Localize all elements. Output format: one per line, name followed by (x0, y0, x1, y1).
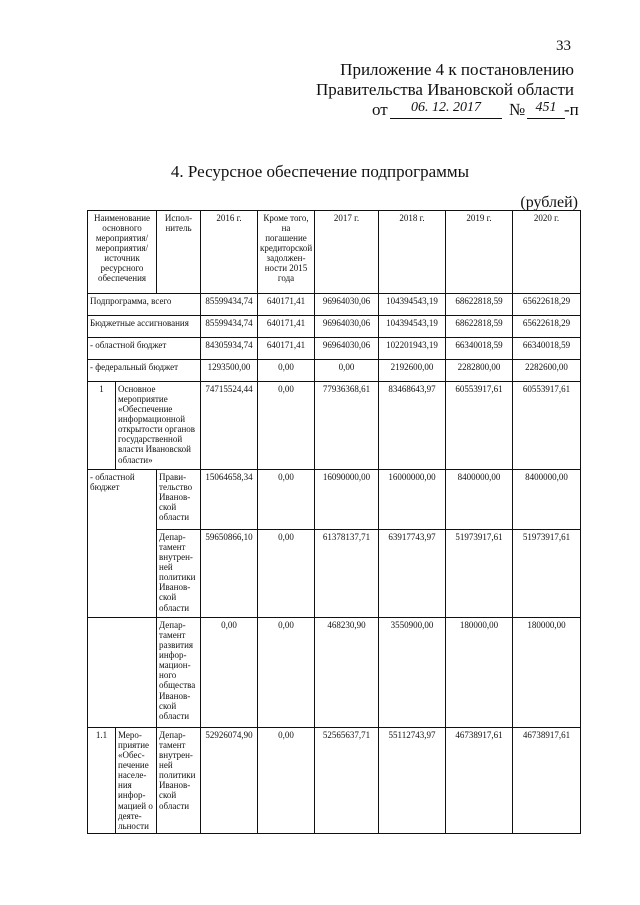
page-number: 33 (556, 38, 571, 54)
cell-2019: 2282800,00 (446, 360, 513, 382)
header-2020: 2020 г. (513, 211, 581, 294)
cell-2019: 46738917,61 (446, 728, 513, 834)
cell-2018: 3550900,00 (379, 618, 446, 728)
cell-2020: 8400000,00 (513, 470, 581, 530)
header-2019: 2019 г. (446, 211, 513, 294)
cell-2018: 102201943,19 (379, 338, 446, 360)
cell-2019: 60553917,61 (446, 382, 513, 470)
cell-2019: 51973917,61 (446, 530, 513, 618)
units-label: (рублей) (520, 194, 578, 211)
header-name: Наименование основного мероприятия/ мероприятия/ источник ресурсного обеспечения (88, 211, 157, 294)
cell-2019: 66340018,59 (446, 338, 513, 360)
cell-2019: 180000,00 (446, 618, 513, 728)
appendix-line-2: Правительства Ивановской области (316, 80, 574, 99)
cell-debt: 0,00 (258, 530, 315, 618)
cell-2020: 65622618,29 (513, 294, 581, 316)
header-2016: 2016 г. (201, 211, 258, 294)
cell-2018: 63917743,97 (379, 530, 446, 618)
executor-cell: Прави-тельство Иванов-ской области (157, 470, 201, 530)
cell-debt: 0,00 (258, 360, 315, 382)
table-row (88, 530, 581, 618)
cell-2017: 96964030,06 (315, 294, 379, 316)
cell-2020: 60553917,61 (513, 382, 581, 470)
cell-2018: 83468643,97 (379, 382, 446, 470)
cell-2016: 1293500,00 (201, 360, 258, 382)
table-row (88, 618, 581, 728)
appendix-date-number (372, 100, 577, 122)
row-label: Подпрограмма, всего (88, 294, 201, 316)
cell-2018: 2192600,00 (379, 360, 446, 382)
resource-table (87, 210, 581, 834)
cell-2017: 16090000,00 (315, 470, 379, 530)
header-executor: Испол-нитель (157, 211, 201, 294)
cell-2017: 52565637,71 (315, 728, 379, 834)
table-row-main-event (88, 382, 581, 470)
table-row (88, 316, 581, 338)
cell-2017: 0,00 (315, 360, 379, 382)
cell-2020: 46738917,61 (513, 728, 581, 834)
executor-cell: Депар-тамент внутрен-ней политики Иванов-ской области (157, 530, 201, 618)
row-label: Бюджетные ассигнования (88, 316, 201, 338)
cell-debt: 0,00 (258, 470, 315, 530)
cell-2020: 51973917,61 (513, 530, 581, 618)
from-label: от (372, 100, 388, 119)
event-name: Меро-приятие «Обес-печение населе-ния инфор-мацией о деяте-льности (116, 728, 157, 834)
cell-2017: 77936368,61 (315, 382, 379, 470)
cell-2016: 52926074,90 (201, 728, 258, 834)
cell-2016: 15064658,34 (201, 470, 258, 530)
cell-debt: 0,00 (258, 728, 315, 834)
cell-debt: 0,00 (258, 382, 315, 470)
cell-2020: 65622618,29 (513, 316, 581, 338)
cell-2019: 68622818,59 (446, 316, 513, 338)
table-row (88, 470, 581, 530)
cell-debt: 0,00 (258, 618, 315, 728)
header-2017: 2017 г. (315, 211, 379, 294)
number-label: № (509, 100, 526, 119)
regional-budget-label: - областной бюджет (88, 470, 157, 618)
cell-2017: 468230,90 (315, 618, 379, 728)
cell-2016: 85599434,74 (201, 316, 258, 338)
executor-cell: Депар-тамент внутрен-ней политики Иванов-ской области (157, 728, 201, 834)
table-row-event-1-1 (88, 728, 581, 834)
cell-2016: 84305934,74 (201, 338, 258, 360)
cell-2020: 2282600,00 (513, 360, 581, 382)
cell-debt: 640171,41 (258, 294, 315, 316)
cell-2018: 55112743,97 (379, 728, 446, 834)
cell-2016: 74715524,44 (201, 382, 258, 470)
event-name: Основное мероприятие «Обеспечение информационной открытости органов государственной власти Ивановской области» (116, 382, 201, 470)
cell-2019: 8400000,00 (446, 470, 513, 530)
cell-2019: 68622818,59 (446, 294, 513, 316)
cell-2017: 96964030,06 (315, 316, 379, 338)
decree-date: 06. 12. 2017 (390, 100, 502, 119)
header-2018: 2018 г. (379, 211, 446, 294)
row-label: - федеральный бюджет (88, 360, 201, 382)
table-row (88, 294, 581, 316)
cell-2020: 66340018,59 (513, 338, 581, 360)
cell-2017: 96964030,06 (315, 338, 379, 360)
cell-2016: 85599434,74 (201, 294, 258, 316)
table-header-row (88, 211, 581, 294)
cell-2018: 16000000,00 (379, 470, 446, 530)
decree-number: 451 (527, 100, 565, 119)
cell-2016: 59650866,10 (201, 530, 258, 618)
cell-2017: 61378137,71 (315, 530, 379, 618)
cell-debt: 640171,41 (258, 316, 315, 338)
row-label: - областной бюджет (88, 338, 201, 360)
table-row (88, 360, 581, 382)
appendix-line-1: Приложение 4 к постановлению (340, 60, 574, 79)
event-number: 1 (88, 382, 116, 470)
cell-2018: 104394543,19 (379, 294, 446, 316)
cell-2018: 104394543,19 (379, 316, 446, 338)
section-title: 4. Ресурсное обеспечение подпрограммы (170, 162, 470, 181)
cell-2020: 180000,00 (513, 618, 581, 728)
cell-2016: 0,00 (201, 618, 258, 728)
table-row (88, 338, 581, 360)
empty-cell (88, 618, 157, 728)
cell-debt: 640171,41 (258, 338, 315, 360)
header-debt: Кроме того, на погашение кредиторской задолжен-ности 2015 года (258, 211, 315, 294)
number-suffix: -п (564, 100, 579, 119)
executor-cell: Депар-тамент развития инфор-мацион-ного общества Иванов-ской области (157, 618, 201, 728)
event-number: 1.1 (88, 728, 116, 834)
